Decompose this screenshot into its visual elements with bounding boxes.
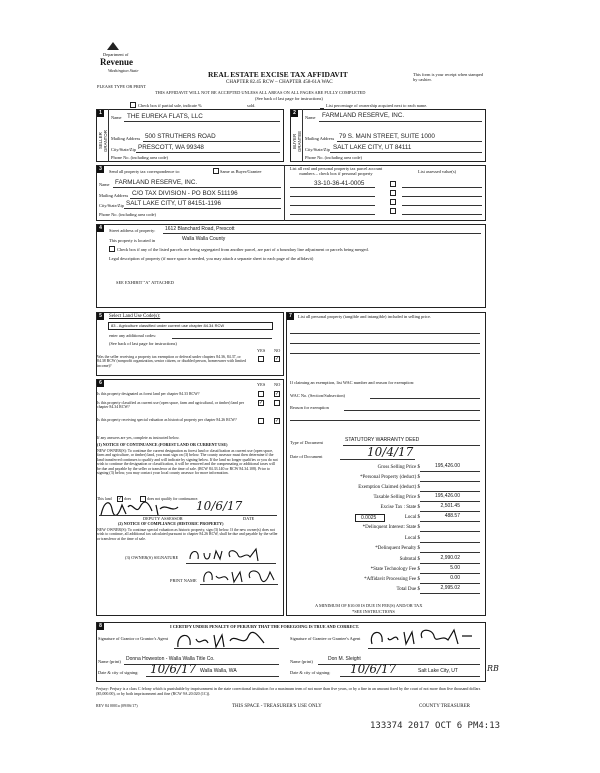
form-subtitle: CHAPTER 82.45 RCW – CHAPTER 458-61A WAC (226, 80, 333, 85)
grantor-name[interactable]: Donna Howeston - Walla Walla Title Co. (126, 656, 215, 662)
see-instructions: *SEE INSTRUCTIONS (352, 609, 395, 614)
boundary-checkbox[interactable] (109, 246, 115, 252)
partial-sale-checkbox[interactable] (130, 102, 136, 108)
parcels-heading: List all real and personal property tax parcel account numbers – check box if personal property (289, 166, 383, 177)
taxable-price[interactable]: 195,426.00 (434, 493, 460, 499)
yes-header: YES (257, 348, 266, 353)
no-header: NO (274, 348, 281, 353)
exempt-yes-checkbox[interactable] (258, 356, 264, 362)
delinq-local-label: Local $ (404, 536, 420, 541)
forest-yes-checkbox[interactable] (258, 391, 264, 397)
revenue-logo (96, 41, 166, 77)
parcel-personal-checkbox-1[interactable] (390, 181, 396, 187)
grantor-date[interactable]: 10/6/17 (150, 662, 197, 676)
grantee-date-label: Date & city of signing: (290, 670, 331, 675)
assessed-value-heading: List assessed value(s) (418, 169, 457, 174)
no-header: NO (274, 382, 281, 387)
section-number: 6 (97, 380, 104, 387)
street-address[interactable]: 1612 Blanchard Road, Prescott (165, 226, 235, 232)
land-use-see-back: (See back of last page for instructions) (109, 341, 177, 346)
buyer-city[interactable]: SALT LAKE CITY, UT 84111 (333, 144, 412, 151)
parcel-number-1[interactable]: 33-10-36-41-0005 (314, 180, 365, 187)
additional-codes-label: enter any additional codes: (109, 333, 157, 338)
delinq-penalty-label: *Delinquent Penalty $ (375, 546, 420, 551)
initials: RB (487, 664, 499, 673)
partial-sale-label: Check box if partial sale, indicate % (138, 103, 202, 108)
seller-address[interactable]: 500 STRUTHERS ROAD (145, 133, 216, 140)
grantee-signature-label: Signature of Grantee or Grantee's Agent (290, 636, 361, 641)
exempt-no-checkbox[interactable]: ✓ (275, 356, 280, 362)
personal-deduct-label: *Personal Property (deduct) $ (360, 475, 420, 480)
boundary-text: Check box if any of the listed parcels are being segregated from another parcel, are part of a boundary line adjustment or parcels being merged. (117, 247, 369, 252)
corr-address-label: Mailing Address (99, 193, 129, 198)
land-use-heading: Select Land Use Code(s): (109, 314, 161, 319)
corr-name[interactable]: FARMLAND RESERVE, INC. (115, 179, 198, 186)
buyer-address[interactable]: 79 S. MAIN STREET, SUITE 1000 (339, 133, 435, 140)
excise-state[interactable]: 2,501.45 (440, 503, 460, 509)
please-type: PLEASE TYPE OR PRINT (97, 84, 147, 89)
total-due[interactable]: 2,995.02 (440, 585, 460, 591)
treasurer-space: THIS SPACE - TREASURER'S USE ONLY (232, 704, 322, 709)
receipt-note: This form is your receipt when stamped by cashier. (413, 72, 483, 83)
gross-price-label: Gross Selling Price $ (377, 465, 420, 470)
forest-question: Is this property designated as forest land per chapter 84.33 RCW? (97, 392, 200, 396)
taxable-price-label: Taxable Selling Price $ (373, 495, 420, 500)
correspondence-heading: Send all property tax correspondence to: (109, 169, 181, 174)
grantee-signature (368, 626, 478, 650)
located-county[interactable]: Walla Walla County (182, 236, 226, 242)
if-yes-note: If any answers are yes, complete as instructed below. (97, 436, 180, 440)
historic-no-checkbox[interactable]: ✓ (275, 418, 280, 424)
revision-code: REV 84 0001a (09/06/17) (96, 703, 138, 708)
section-number: 4 (97, 225, 104, 232)
grantor-date-label: Date & city of signing: (98, 670, 139, 675)
seller-city[interactable]: PRESCOTT, WA 99348 (138, 144, 204, 151)
doc-date-label: Date of Document (290, 454, 323, 459)
perjury-note: Perjury: Perjury is a class C felony which is punishable by imprisonment in the state correctional institution for a maximum term of not more than five years, or by a fine in an amount fixed by the court of not more than five thousand dollars ($5,000.00), or by both imprisonment and fine (RCW 9A.20.020 (1C)). (96, 686, 481, 696)
affidavit-fee[interactable]: 0.00 (450, 575, 460, 581)
parcel-personal-checkbox-2[interactable] (390, 190, 396, 196)
this-land-label: This land (97, 497, 112, 501)
assessor-date[interactable]: 10/6/17 (196, 499, 243, 513)
not-accepted-note: THIS AFFIDAVIT WILL NOT BE ACCEPTED UNLESS ALL AREAS ON ALL PAGES ARE FULLY COMPLETED (155, 90, 366, 95)
excise-state-label: Excise Tax : State $ (380, 505, 420, 510)
same-as-buyer-label: Same as Buyer/Grantee (220, 169, 262, 174)
parcel-personal-checkbox-3[interactable] (390, 199, 396, 205)
excise-local[interactable]: 488.57 (444, 513, 460, 519)
exhibit-note: SEE EXHIBIT "A" ATTACHED (116, 280, 174, 285)
excise-local-label: Local $ (404, 515, 420, 520)
affidavit-fee-label: *Affidavit Processing Fee $ (364, 577, 420, 582)
doc-date[interactable]: 10/4/17 (367, 445, 414, 459)
street-label: Street address of property: (109, 228, 156, 233)
property-section (96, 224, 486, 308)
deputy-assessor-label: DEPUTY ASSESSOR (143, 516, 183, 521)
land-use-code-select[interactable] (108, 322, 273, 330)
personal-property-heading: List all personal property (tangible and intangible) included in selling price. (298, 314, 432, 319)
grantor-name-label: Name (print) (98, 659, 121, 664)
reason-label: Reason for exemption (290, 405, 329, 410)
assessor-date-label: DATE (243, 516, 255, 521)
seller-name-label: Name (111, 115, 122, 120)
see-back-note: (See back of last page for instructions) (255, 96, 323, 101)
current-use-yes-checkbox[interactable]: ✓ (259, 400, 264, 406)
county-treasurer: COUNTY TREASURER (419, 704, 470, 709)
total-due-label: Total Due $ (396, 587, 420, 592)
land-use-code-value: 83 - Agriculture classified under current use chapter 84.34 RCW (111, 323, 225, 328)
historic-yes-checkbox[interactable] (258, 418, 264, 424)
tech-fee[interactable]: 5.00 (450, 565, 460, 571)
doc-type-label: Type of Document (290, 440, 323, 445)
located-label: This property is located in (109, 238, 156, 243)
seller-city-label: City/State/Zip (111, 147, 136, 152)
owner-signature (186, 545, 266, 565)
corr-city[interactable]: SALT LAKE CITY, UT 84151-1196 (126, 200, 221, 207)
section-number: 1 (97, 110, 104, 117)
revenue-emblem-icon (106, 41, 120, 51)
delinq-interest-label: *Delinquent Interest: State $ (362, 525, 420, 530)
grantee-name[interactable]: Don M. Sleight (328, 656, 361, 662)
minimum-note: A MINIMUM OF $10.00 IS DUE IN FEE(S) AND/OR TAX (315, 603, 423, 608)
buyer-name-label: Name (305, 115, 316, 120)
buyer-grantee-label: BUYER GRANTEE (292, 130, 303, 152)
current-use-question: Is this property classified as current use (open space, farm and agricultural, or timber) land per chapter 84.34 RCW? (97, 401, 245, 410)
corr-name-label: Name (99, 182, 110, 187)
exempt-question: Was the seller receiving a property tax exemption or deferral under chapters 84.36, 84.37, or 84.38 RCW (nonprofit organization, senior citizen, or disabled person, homeowner with limited income)? (97, 355, 247, 368)
subtotal-label: Subtotal $ (399, 557, 420, 562)
grantee-date[interactable]: 10/6/17 (350, 662, 397, 676)
does-checkbox[interactable]: ✓ (118, 496, 123, 502)
wac-label: WAC No. (Section/Subsection) (290, 393, 345, 398)
local-rate-box[interactable] (355, 514, 385, 522)
dept-of: Department of (103, 52, 129, 57)
print-name-label: PRINT NAME (170, 578, 197, 583)
list-pct-note: List percentage of ownership acquired next to each name. (326, 103, 428, 108)
grantor-signature-label: Signature of Grantor or Grantor's Agent (98, 636, 168, 641)
notice2-body: NEW OWNER(S): To continue special valuation as historic property, sign (3) below. If the new owner(s) does not wish to continue, all additional tax calculated pursuant to chapter 84.26 RCW, shall be due and payable by the seller or transferor at the time of sale. (97, 528, 278, 541)
subtotal[interactable]: 2,990.02 (440, 555, 460, 561)
current-use-no-checkbox[interactable] (274, 400, 280, 406)
parcel-personal-checkbox-4[interactable] (390, 208, 396, 214)
dept-state: Washington State (108, 68, 139, 73)
doc-type[interactable]: STATUTORY WARRANTY DEED (345, 437, 420, 443)
section-number: 8 (97, 623, 104, 630)
buyer-address-label: Mailing Address (305, 136, 335, 141)
forest-no-checkbox[interactable]: ✓ (275, 391, 280, 397)
grantor-city[interactable]: Walla Walla, WA (200, 668, 237, 674)
owner-signature-label: (3) OWNER(S) SIGNATURE (125, 555, 179, 560)
buyer-phone-label: Phone No. (including area code) (305, 155, 362, 160)
corr-address[interactable]: C/O TAX DIVISION - PO BOX 511196 (132, 190, 238, 197)
exemption-deduct-label: Exemption Claimed (deduct) $ (358, 485, 420, 490)
seller-grantor-label: SELLER GRANTOR (98, 130, 109, 152)
legal-desc-label: Legal description of property (if more space is needed, you may attach a separate sheet to each page of the affidavit) (109, 256, 314, 261)
section-number: 2 (291, 110, 298, 117)
corr-city-label: City/State/Zip (99, 203, 124, 208)
print-name-signature (200, 566, 280, 586)
section-number: 5 (97, 313, 104, 320)
tech-fee-label: *State Technology Fee $ (370, 567, 420, 572)
historic-question: Is this property receiving special valuation as historical property per chapter 84.26 RCW? (97, 418, 237, 422)
corr-phone-label: Phone No. (including area code) (99, 212, 156, 217)
section-number: 3 (97, 166, 104, 173)
certify-statement: I CERTIFY UNDER PENALTY OF PERJURY THAT THE FOREGOING IS TRUE AND CORRECT. (170, 624, 360, 629)
yes-header: YES (257, 382, 266, 387)
recording-stamp: 133374 2017 OCT 6 PM4:13 (370, 721, 501, 731)
grantee-name-label: Name (print) (290, 659, 313, 664)
buyer-city-label: City/State/Zip (305, 147, 330, 152)
grantee-city[interactable]: Salt Lake City, UT (418, 668, 458, 674)
seller-phone-label: Phone No. (including area code) (111, 155, 168, 160)
exemption-heading: If claiming an exemption, list WAC number and reason for exemption: (290, 380, 415, 385)
local-rate: 0.0025 (361, 515, 377, 521)
dept-revenue: Revenue (100, 57, 133, 67)
gross-price[interactable]: 195,426.00 (434, 463, 460, 469)
buyer-name[interactable]: FARMLAND RESERVE, INC. (322, 112, 405, 119)
notice1-body: NEW OWNER(S): To continue the current designation as forest land or classification as current use (open space, farm and agriculture, or timber) land, you must sign on (3) below. The county assessor must then determine if the land transferred continues to qualify and will indicate by signing below. If the land no longer qualifies or you do not wish to continue the designation or classification, it will be removed and the compensating or additional taxes will be due and payable by the seller or transferor at the time of sale. (RCW 84.33.140 or RCW 84.34.108). Prior to signing (3) below, you may contact your local county assessor for more information. (97, 449, 278, 476)
notice1-title: (1) NOTICE OF CONTINUANCE (FOREST LAND OR CURRENT USE) (97, 442, 228, 447)
partial-sold-label: sold. (247, 103, 256, 108)
same-as-buyer-checkbox[interactable] (213, 168, 219, 174)
does-label: does (124, 497, 132, 501)
notice2-title: (2) NOTICE OF COMPLIANCE (HISTORIC PROPERTY) (118, 521, 224, 526)
seller-address-label: Mailing Address (111, 136, 141, 141)
does-not-label: does not qualify for continuance. (147, 497, 199, 501)
form-title: REAL ESTATE EXCISE TAX AFFIDAVIT (208, 70, 348, 79)
seller-name[interactable]: THE EUREKA FLATS, LLC (127, 113, 203, 120)
section-number: 7 (287, 313, 294, 320)
